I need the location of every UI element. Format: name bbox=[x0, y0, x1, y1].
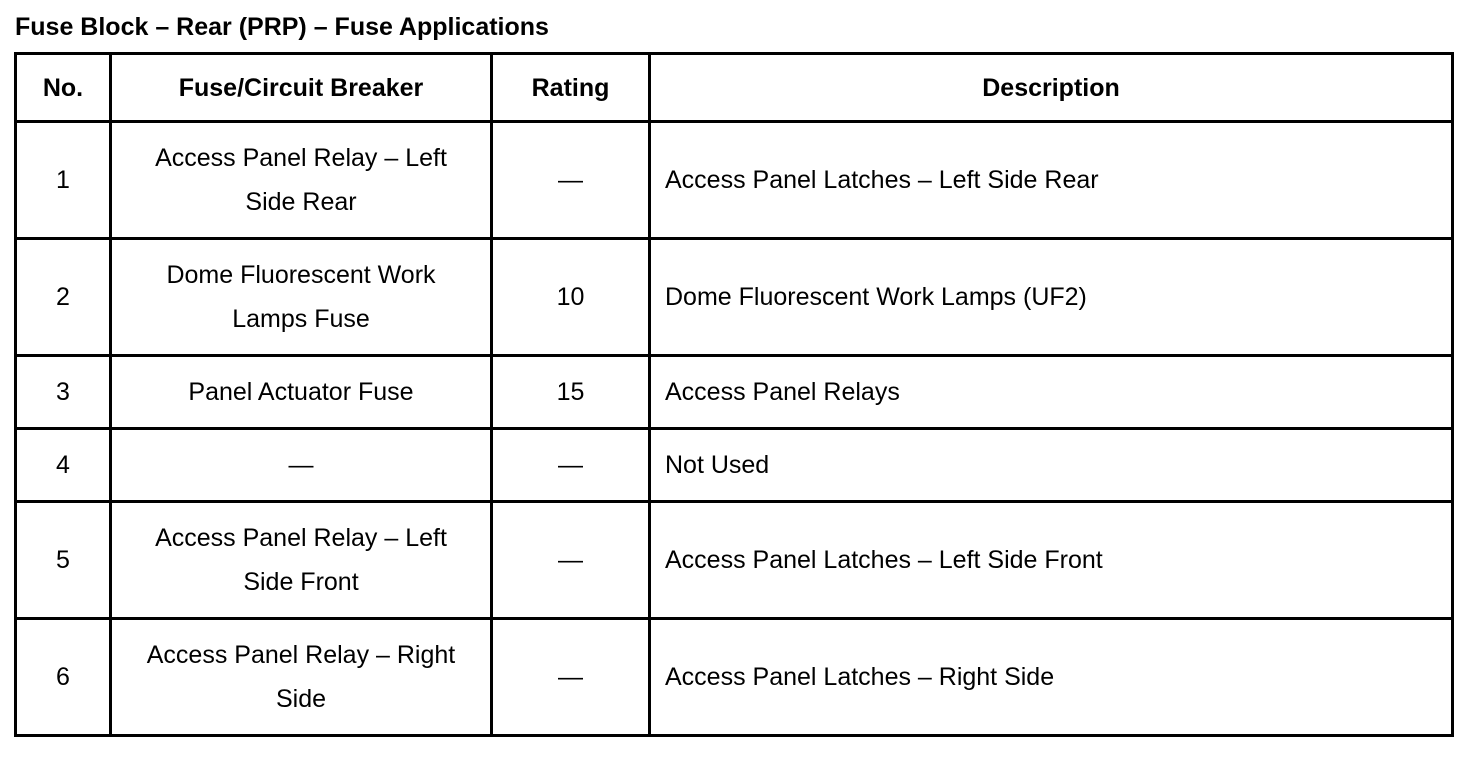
cell-description: Not Used bbox=[650, 429, 1453, 502]
cell-description: Access Panel Latches – Left Side Rear bbox=[650, 122, 1453, 239]
cell-rating: — bbox=[492, 502, 650, 619]
cell-fuse bbox=[111, 619, 492, 736]
table-row bbox=[16, 619, 1453, 736]
cell-rating: 10 bbox=[492, 239, 650, 356]
table-row bbox=[16, 356, 1453, 429]
cell-description: Access Panel Latches – Left Side Front bbox=[650, 502, 1453, 619]
cell-description: Dome Fluorescent Work Lamps (UF2) bbox=[650, 239, 1453, 356]
cell-rating: — bbox=[492, 619, 650, 736]
cell-no: 2 bbox=[16, 239, 111, 356]
table-row bbox=[16, 502, 1453, 619]
cell-description: Access Panel Latches – Right Side bbox=[650, 619, 1453, 736]
header-rating: Rating bbox=[492, 54, 650, 122]
fuse-text: Access Panel Relay – Right Side bbox=[146, 641, 456, 713]
cell-description: Access Panel Relays bbox=[650, 356, 1453, 429]
table-row bbox=[16, 239, 1453, 356]
table-row bbox=[16, 429, 1453, 502]
header-no: No. bbox=[16, 54, 111, 122]
cell-rating: — bbox=[492, 429, 650, 502]
cell-fuse bbox=[111, 239, 492, 356]
fuse-text: Access Panel Relay – Left Side Front bbox=[155, 524, 447, 596]
cell-rating: — bbox=[492, 122, 650, 239]
cell-no: 5 bbox=[16, 502, 111, 619]
cell-no: 6 bbox=[16, 619, 111, 736]
fuse-text: — bbox=[288, 451, 314, 479]
document-title: Fuse Block – Rear (PRP) – Fuse Applications bbox=[15, 13, 549, 41]
table-row bbox=[16, 122, 1453, 239]
table-header-row bbox=[16, 54, 1453, 122]
cell-rating: 15 bbox=[492, 356, 650, 429]
cell-fuse bbox=[111, 356, 492, 429]
fuse-text: Access Panel Relay – Left Side Rear bbox=[155, 144, 447, 216]
cell-fuse bbox=[111, 502, 492, 619]
fuse-text: Panel Actuator Fuse bbox=[188, 378, 414, 406]
cell-no: 1 bbox=[16, 122, 111, 239]
fuse-applications-table bbox=[14, 52, 1454, 737]
header-fuse-circuit-breaker: Fuse/Circuit Breaker bbox=[111, 54, 492, 122]
cell-no: 3 bbox=[16, 356, 111, 429]
cell-fuse bbox=[111, 122, 492, 239]
cell-no: 4 bbox=[16, 429, 111, 502]
cell-fuse bbox=[111, 429, 492, 502]
header-description: Description bbox=[650, 54, 1453, 122]
fuse-text: Dome Fluorescent Work Lamps Fuse bbox=[166, 261, 436, 333]
